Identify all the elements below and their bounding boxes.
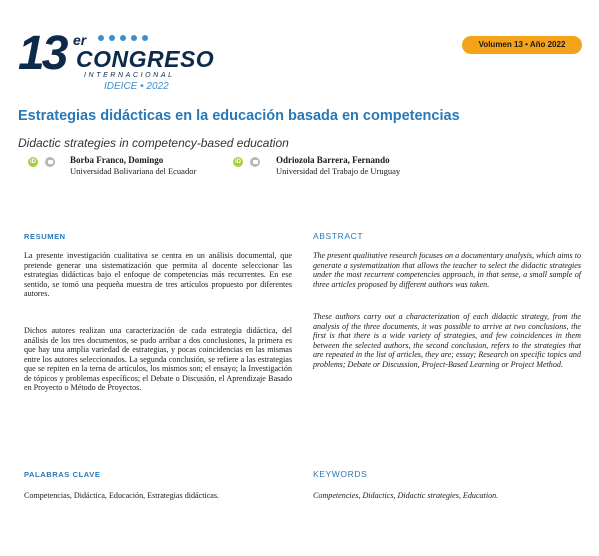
author-institution: Universidad Bolivariana del Ecuador (70, 166, 197, 176)
paper-subtitle: Didactic strategies in competency-based education (18, 136, 289, 150)
logo-tagline: INTERNACIONAL (84, 72, 175, 79)
author-name: Odriozola Barrera, Fernando (276, 155, 390, 165)
logo-word: CONGRESO (76, 46, 215, 72)
keywords-text: Competencies, Didactics, Didactic strategies, Education. (313, 491, 499, 500)
paper-title: Estrategias didácticas en la educación basada en competencias (18, 108, 460, 124)
resumen-paragraph: Dichos autores realizan una caracterización de cada estrategia didáctica, del análisis de los tres documentos, se pudo arribar a dos conclusiones, la primera es que hay una amplia variedad de estrategias, y pocas coincidencias en las mismas entre los autores seleccionados. La segunda conclusión, se refiere a las estrategias que se repiten en la terna de artículos, los mismos son; el ensayo; la Investigación de tópicos y problemas específicos; el Debate o Discusión, el Aprendizaje Basado en Proyecto o Método de Proyectos. (24, 326, 292, 392)
resumen-paragraph: La presente investigación cualitativa se centra en un análisis documental, que pretende generar una sistematización que permita al docente seleccionar las estrategias didácticas bajo el enfoque de competencias más recurrentes. En ese sentido, se tomó una pequeña muestra de tres artículos propuesto por diferentes autores. (24, 251, 292, 298)
email-icon[interactable] (45, 157, 55, 167)
volume-badge: Volumen 13 • Año 2022 (462, 36, 582, 54)
logo-superscript: er (73, 32, 87, 48)
abstract-heading: ABSTRACT (313, 231, 364, 241)
palabras-clave-text: Competencias, Didáctica, Educación, Estrategias didácticas. (24, 491, 220, 500)
author-name: Borba Franco, Domingo (70, 155, 164, 165)
congress-logo (18, 26, 228, 94)
author-institution: Universidad del Trabajo de Uruguay (276, 166, 401, 176)
orcid-icon[interactable]: iD (30, 159, 36, 165)
resumen-heading: RESUMEN (24, 232, 66, 241)
logo-edition: IDEICE • 2022 (104, 81, 169, 92)
email-icon[interactable] (250, 157, 260, 167)
palabras-clave-heading: PALABRAS CLAVE (24, 470, 101, 479)
logo-decoration-icons (98, 35, 148, 41)
orcid-icon[interactable]: iD (235, 159, 241, 165)
logo-number: 13 (18, 27, 66, 80)
abstract-paragraph: These authors carry out a characterization of each didactic strategy, from the analysis of the three documents, it was possible to arrive at two conclusions, the first is that there is a wide variety of strategies, and few coincidences in them between the selected authors, the second conclusion, refers to the strategies that are repeated in the list of articles, they are; essay; Research on specific topics and problems; Debate or Discussion, Project-Based Learning or Project Method. (313, 312, 581, 369)
abstract-paragraph: The present qualitative research focuses on a documentary analysis, which aims to generate a systematization that allows the teacher to select the didactic strategies under the most recurrent competencies approach, in that sense, a small sample of three articles proposed by different authors was taken. (313, 251, 581, 289)
keywords-heading: KEYWORDS (313, 469, 368, 479)
